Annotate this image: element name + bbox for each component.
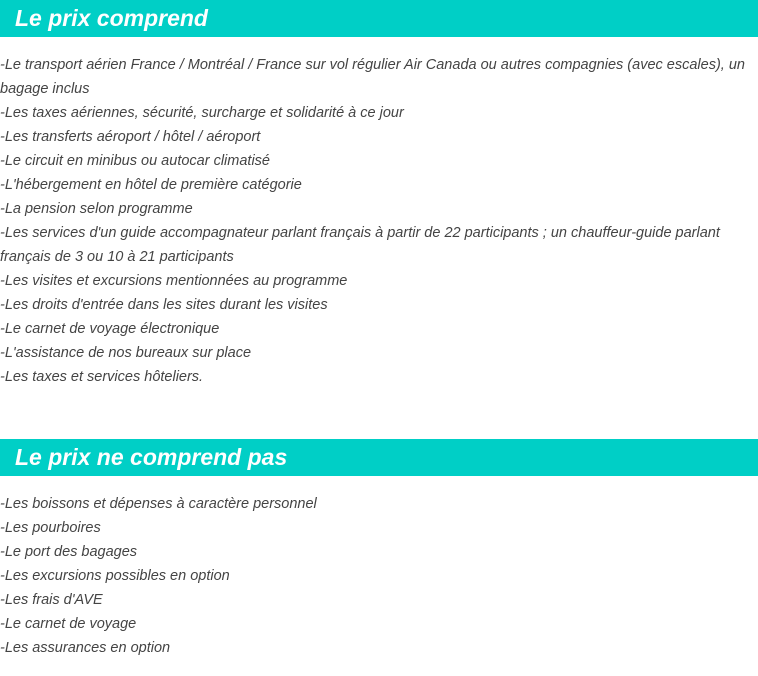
excluded-section-header bbox=[0, 439, 758, 476]
list-item: -Les transferts aéroport / hôtel / aéroport bbox=[0, 129, 261, 145]
list-item: -Le carnet de voyage bbox=[0, 616, 137, 632]
list-item: -Les visites et excursions mentionnées au programme bbox=[0, 273, 348, 289]
list-item: -La pension selon programme bbox=[0, 201, 193, 217]
list-item: -Les droits d'entrée dans les sites durant les visites bbox=[0, 297, 328, 313]
list-item: -Les boissons et dépenses à caractère personnel bbox=[0, 496, 317, 512]
list-item: -Les frais d'AVE bbox=[0, 592, 103, 608]
excluded-section-title: Le prix ne comprend pas bbox=[15, 444, 288, 470]
list-item: -Le circuit en minibus ou autocar climatisé bbox=[0, 153, 270, 169]
list-item: -Le transport aérien France / Montréal / France sur vol régulier Air Canada ou autres compagnies (avec escales), un bagage inclus bbox=[0, 57, 745, 97]
list-item: -Les assurances en option bbox=[0, 640, 171, 656]
list-item: -Le carnet de voyage électronique bbox=[0, 321, 220, 337]
list-item: -Le port des bagages bbox=[0, 544, 138, 560]
list-item: -L'hébergement en hôtel de première catégorie bbox=[0, 177, 302, 193]
list-item: -Les taxes et services hôteliers. bbox=[0, 369, 204, 385]
included-section-title: Le prix comprend bbox=[15, 5, 208, 31]
list-item: -Les excursions possibles en option bbox=[0, 568, 230, 584]
list-item: -Les pourboires bbox=[0, 520, 101, 536]
list-item: -L'assistance de nos bureaux sur place bbox=[0, 345, 252, 361]
included-items-list bbox=[0, 53, 752, 389]
list-item: -Les services d'un guide accompagnateur parlant français à partir de 22 participants ; un chauffeur-guide parlant français de 3 ou 10 à 21 participants bbox=[0, 225, 720, 265]
list-item: -Les taxes aériennes, sécurité, surcharge et solidarité à ce jour bbox=[0, 105, 404, 121]
excluded-items-list bbox=[0, 492, 752, 660]
included-section-header bbox=[0, 0, 758, 37]
